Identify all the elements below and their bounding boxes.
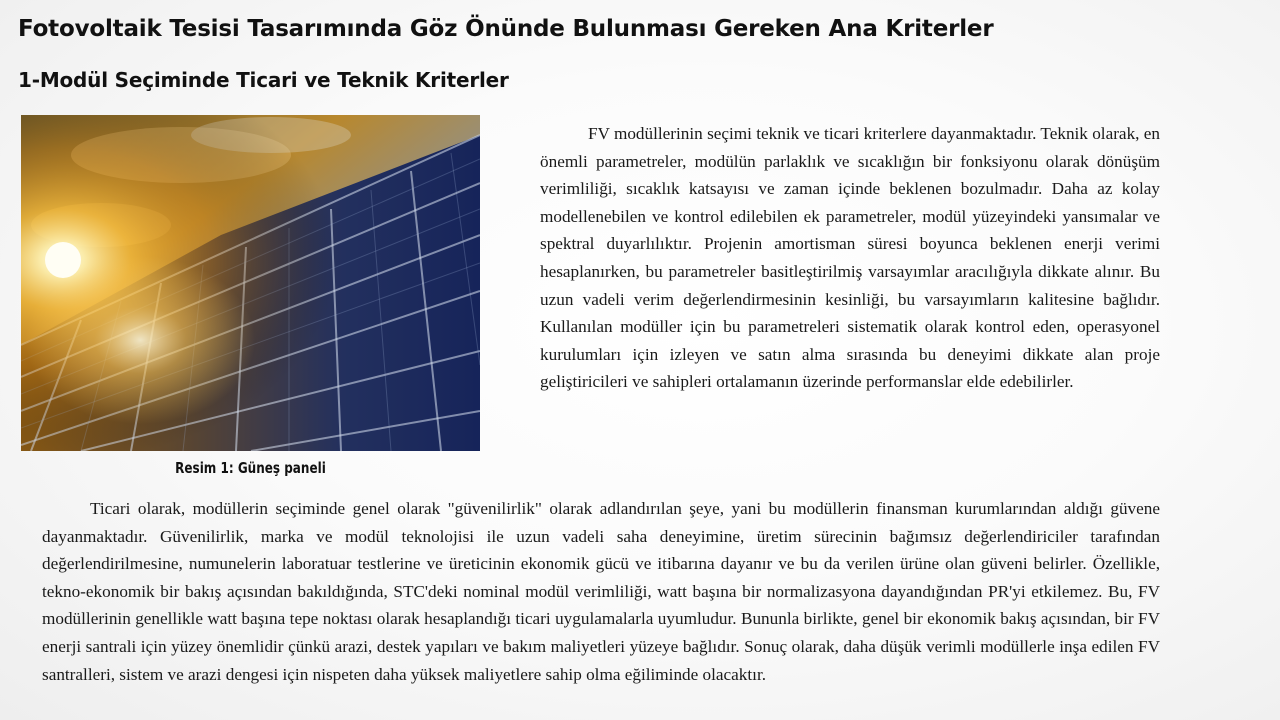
section-heading: 1-Modül Seçiminde Ticari ve Teknik Kriterler: [18, 68, 509, 92]
page-title: Fotovoltaik Tesisi Tasarımında Göz Önünde Bulunması Gereken Ana Kriterler: [18, 16, 994, 42]
body-paragraph-technical: FV modüllerinin seçimi teknik ve ticari kriterlere dayanmaktadır. Teknik olarak, en önemli parametreler, modülün parlaklık ve sıcaklığın bir fonksiyonu olarak dönüşüm verimliliği, sıcaklık katsayısı ve zaman içinde beklenen bozulmadır. Daha az kolay modellenebilen ve kontrol edilebilen ek parametreler, modül yüzeyindeki yansımalar ve spektral duyarlılıktır. Projenin amortisman süresi boyunca beklenen enerji verimi hesaplanırken, bu parametreler basitleştirilmiş varsayımlar aracılığıyla dikkate alınır. Bu uzun vadeli verim değerlendirmesinin kesinliği, bu varsayımların kalitesine bağlıdır. Kullanılan modüller için bu parametreleri sistematik olarak kontrol eden, operasyonel kurulumları için izleyen ve satın alma sırasında bu deneyimi dikkate alan proje geliştiricileri ve sahipleri ortalamanın üzerinde performanslar elde edebilirler.: [540, 124, 1160, 392]
body-paragraph-commercial: Ticari olarak, modüllerin seçiminde genel olarak "güvenilirlik" olarak adlandırılan şeye, yani bu modüllerin finansman kurumlarından aldığı güvene dayanmaktadır. Güvenilirlik, marka ve modül teknolojisi ile uzun vadeli saha deneyimine, üretim sürecinin bağımsız değerlendiriciler tarafından değerlendirilmesine, numunelerin laboratuar testlerine ve üreticinin ekonomik gücü ve itibarına dayanır ve bu da verilen ürüne olan güveni belirler. Özellikle, tekno-ekonomik bir bakış açısından bakıldığında, STC'deki nominal modül verimliliği, watt başına bir normalizasyona dayandığından PR'yi etkilemez. Bu, FV modüllerinin genellikle watt başına tepe noktası olarak hesaplandığı ticari uygulamalarla uyumludur. Bununla birlikte, genel bir ekonomik bakış açısından, bir FV enerji santrali için yüzey önemlidir çünkü arazi, destek yapıları ve bakım maliyetleri yüzeye bağlıdır. Sonuç olarak, daha düşük verimli modüllerle inşa edilen FV santralleri, sistem ve arazi dengesi için nispeten daha yüksek maliyetlere sahip olma eğiliminde olacaktır.: [42, 499, 1160, 684]
figure-caption: Resim 1: Güneş paneli: [175, 459, 326, 477]
solar-panel-photo: [21, 115, 480, 451]
